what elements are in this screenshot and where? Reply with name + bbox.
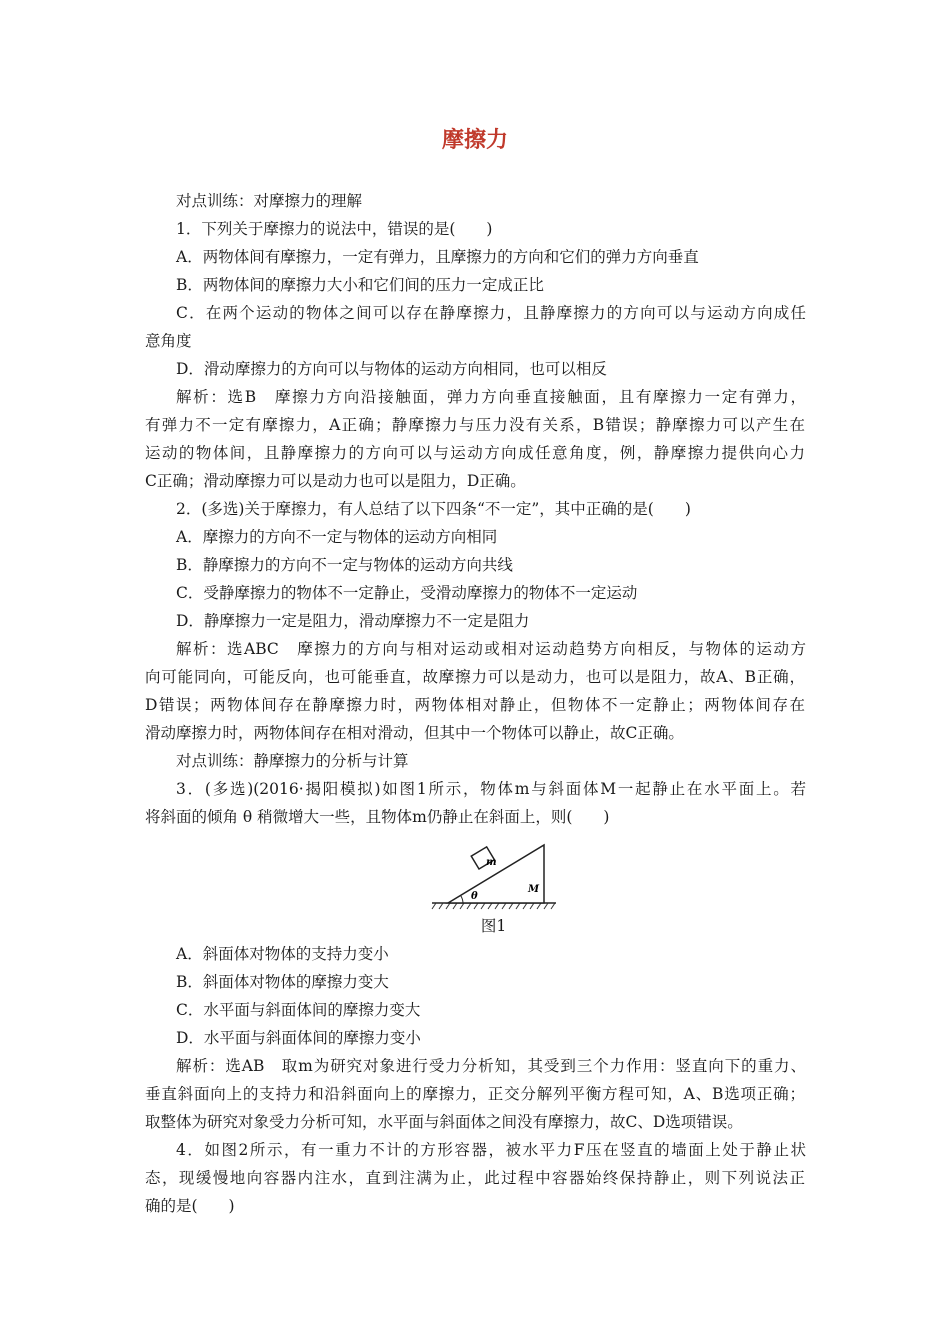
incline-diagram bbox=[430, 842, 558, 910]
question-stem: 将斜面的倾角 θ 稍微增大一些，且物体m仍静止在斜面上，则( ) bbox=[145, 808, 610, 826]
analysis-line: C正确；滑动摩擦力可以是动力也可以是阻力，D正确。 bbox=[145, 472, 526, 490]
option-line: D．滑动摩擦力的方向可以与物体的运动方向相同，也可以相反 bbox=[176, 360, 607, 378]
option-line: C．受静摩擦力的物体不一定静止，受滑动摩擦力的物体不一定运动 bbox=[176, 584, 638, 602]
page-title: 摩擦力 bbox=[441, 128, 508, 153]
angle-label: θ bbox=[471, 891, 478, 902]
analysis-line: 解析：选AB 取m为研究对象进行受力分析知，其受到三个力作用：竖直向下的重力、 bbox=[176, 1057, 806, 1075]
section-heading: 对点训练：静摩擦力的分析与计算 bbox=[176, 752, 409, 770]
analysis-line: 滑动摩擦力时，两物体间存在相对滑动，但其中一个物体可以静止，故C正确。 bbox=[145, 724, 684, 742]
option-line: A．两物体间有摩擦力，一定有弹力，且摩擦力的方向和它们的弹力方向垂直 bbox=[176, 248, 699, 266]
option-line: D．水平面与斜面体间的摩擦力变小 bbox=[176, 1029, 421, 1047]
analysis-line: 运动的物体间，且静摩擦力的方向可以与运动方向成任意角度，例，静摩擦力提供向心力 bbox=[145, 444, 805, 462]
section-heading: 对点训练：对摩擦力的理解 bbox=[176, 192, 363, 210]
wedge-label: M bbox=[528, 884, 540, 895]
question-stem: 态，现缓慢地向容器内注水，直到注满为止，此过程中容器始终保持静止，则下列说法正 bbox=[145, 1169, 805, 1187]
analysis-line: 有弹力不一定有摩擦力，A正确；静摩擦力与压力没有关系，B错误；静摩擦力可以产生在 bbox=[145, 416, 805, 434]
figure-caption: 图1 bbox=[480, 917, 507, 935]
block-label: m bbox=[486, 857, 497, 868]
analysis-line: 向可能同向，可能反向，也可能垂直，故摩擦力可以是动力，也可以是阻力，故A、B正确， bbox=[145, 668, 805, 686]
question-stem: 2．(多选)关于摩擦力，有人总结了以下四条“不一定”，其中正确的是( ) bbox=[176, 500, 691, 518]
option-line: C．水平面与斜面体间的摩擦力变大 bbox=[176, 1001, 421, 1019]
option-line: A．摩擦力的方向不一定与物体的运动方向相同 bbox=[176, 528, 498, 546]
question-stem: 1．下列关于摩擦力的说法中，错误的是( ) bbox=[176, 220, 493, 238]
question-stem: 3．(多选)(2016·揭阳模拟)如图1所示，物体m与斜面体M一起静止在水平面上。若 bbox=[176, 780, 806, 798]
analysis-line: 取整体为研究对象受力分析可知，水平面与斜面体之间没有摩擦力，故C、D选项错误。 bbox=[145, 1113, 743, 1131]
analysis-line: 垂直斜面向上的支持力和沿斜面向上的摩擦力，正交分解列平衡方程可知，A、B选项正确； bbox=[145, 1085, 805, 1103]
option-line: A．斜面体对物体的支持力变小 bbox=[176, 945, 389, 963]
option-line: 意角度 bbox=[145, 332, 192, 350]
question-stem: 确的是( ) bbox=[145, 1197, 235, 1215]
ground-hatching bbox=[432, 903, 555, 909]
option-line: B．斜面体对物体的摩擦力变大 bbox=[176, 973, 389, 991]
option-line: D．静摩擦力一定是阻力，滑动摩擦力不一定是阻力 bbox=[176, 612, 530, 630]
option-line: C．在两个运动的物体之间可以存在静摩擦力，且静摩擦力的方向可以与运动方向成任 bbox=[176, 304, 806, 322]
analysis-line: D错误；两物体间存在静摩擦力时，两物体相对静止，但物体不一定静止；两物体间存在 bbox=[145, 696, 805, 714]
option-line: B．静摩擦力的方向不一定与物体的运动方向共线 bbox=[176, 556, 513, 574]
analysis-line: 解析：选B 摩擦力方向沿接触面，弹力方向垂直接触面，且有摩擦力一定有弹力， bbox=[176, 388, 806, 406]
question-stem: 4．如图2所示，有一重力不计的方形容器，被水平力F压在竖直的墙面上处于静止状 bbox=[176, 1141, 806, 1159]
option-line: B．两物体间的摩擦力大小和它们间的压力一定成正比 bbox=[176, 276, 544, 294]
analysis-line: 解析：选ABC 摩擦力的方向与相对运动或相对运动趋势方向相反，与物体的运动方 bbox=[176, 640, 806, 658]
